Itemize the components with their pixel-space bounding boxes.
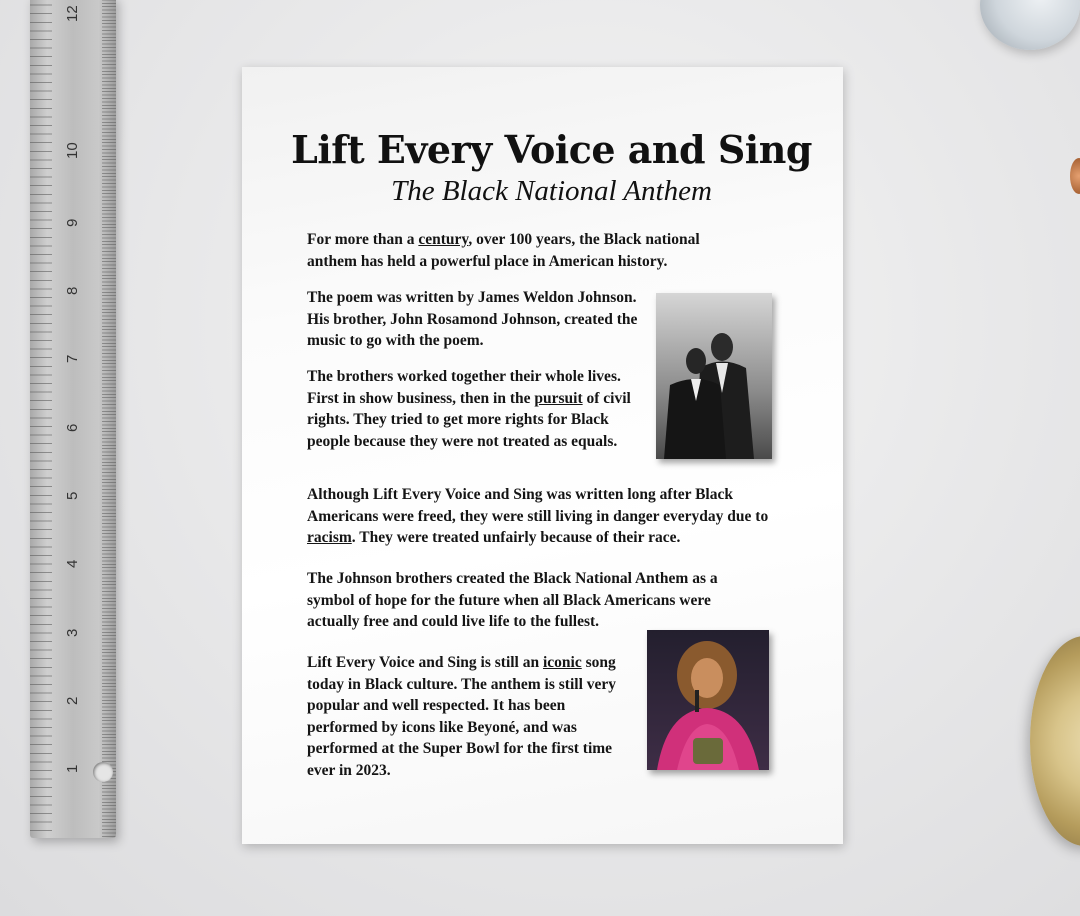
document-title: Lift Every Voice and Sing — [291, 127, 812, 172]
paragraph-text: . They were treated unfairly because of their race. — [351, 529, 681, 546]
ruler-ticks-inch — [30, 0, 52, 838]
ruler-number: 10 — [64, 142, 81, 159]
ruler-number: 4 — [64, 559, 81, 568]
ruler-number: 5 — [64, 491, 81, 500]
paragraph-text: For more than a — [307, 231, 419, 248]
ruler-number: 3 — [64, 628, 81, 637]
cup-decoration — [980, 0, 1080, 50]
ruler-ticks-cm — [102, 0, 116, 838]
document-subtitle: The Black National Anthem — [391, 175, 712, 207]
johnson-brothers-illustration — [656, 293, 772, 459]
document-page — [242, 67, 843, 844]
ruler-number: 1 — [64, 764, 81, 773]
ruler-number: 12 — [64, 5, 81, 22]
ruler — [30, 0, 116, 838]
vocab-word-racism: racism — [307, 529, 352, 546]
paragraph-text: of civil rights. They tried to get more rights for Black people because they were not treated as equals. — [307, 389, 631, 450]
paragraph-authors: The poem was written by James Weldon Johnson. His brother, John Rosamond Johnson, created the music to go with the poem. — [307, 289, 638, 349]
vocab-word-pursuit: pursuit — [534, 389, 583, 407]
paragraph-text: Lift Every Voice and Sing is still an — [307, 654, 543, 671]
performer-photo — [647, 630, 769, 770]
ruler-number: 2 — [64, 696, 81, 705]
performer-illustration — [647, 630, 769, 770]
ruler-number: 7 — [64, 354, 81, 363]
paragraph-iconic — [307, 652, 637, 781]
bowl-decoration — [1030, 636, 1080, 846]
ruler-number: 8 — [64, 286, 81, 295]
ruler-number: 6 — [64, 423, 81, 432]
paragraph-text: song today in Black culture. The anthem is still very popular and well respected. It has been performed by icons like Beyoné, and was performed at the Super Bowl for the first time ever in 2023. — [307, 654, 617, 779]
paragraph-century — [307, 229, 747, 272]
vocab-word-century: century — [418, 231, 469, 248]
vocab-word-iconic: iconic — [542, 654, 582, 671]
paragraph-text: Although Lift Every Voice and Sing was written long after Black Americans were freed, they were still living in danger everyday due to — [307, 486, 769, 525]
ruler-number: 9 — [64, 218, 81, 227]
paragraph-hope: The Johnson brothers created the Black National Anthem as a symbol of hope for the future when all Black Americans were actually free and could live life to the fullest. — [307, 570, 718, 630]
paragraph-racism — [307, 484, 777, 549]
paragraph-text: , over 100 years, the Black national anthem has held a powerful place in American history. — [307, 231, 700, 270]
knob-decoration — [1070, 158, 1080, 194]
paragraph-brothers — [307, 366, 652, 452]
ruler-hole — [93, 762, 113, 782]
paragraph-text: The brothers worked together their whole lives. First in show business, then in the — [307, 368, 621, 407]
johnson-brothers-photo — [656, 293, 772, 459]
